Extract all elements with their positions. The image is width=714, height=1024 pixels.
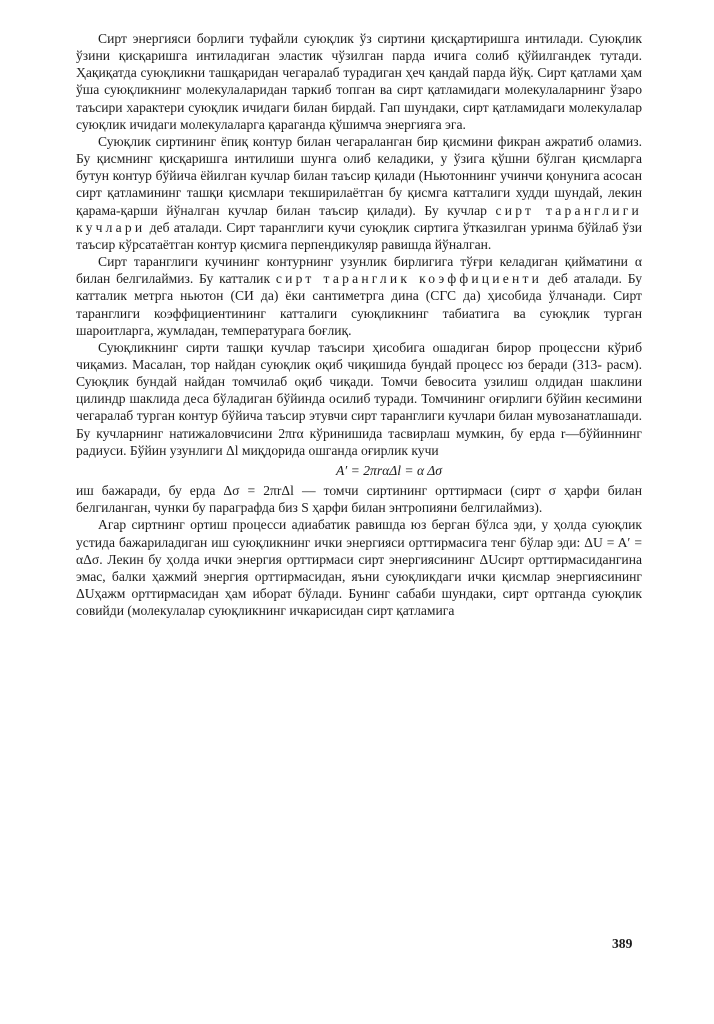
paragraph-work-definition: иш бажаради, бу ерда Δσ = 2πrΔl — томчи сиртининг орттирмаси (сирт σ ҳарфи билан белгиланган, чунки бу параграфда биз S ҳарфи билан энтропияни белгилаймиз). — [76, 483, 642, 516]
term-surface-tension-forces: сирт таранглиги кучлари — [76, 202, 643, 235]
paragraph-2-text-a: Суюқлик сиртининг ёпиқ контур билан чегараланган бир қисмини фикран ажратиб оламиз. Бу қисмнинг қисқаришга интилиши шунга олиб келадики, у ўзига қўшни бўлган қисмларга бутун контур бўйича ёйилган кучлар билан таъсир қилади (Ньютоннинг учинчи қонунига асосан сирт қатламининг ташқи қисмлари текширилаётган бу қисмга катталиги худди шундай, лекин қарама-қарши йўналган кучлар билан таъсир қилади). Бу кучлар — [76, 133, 642, 218]
paragraph-3-text-a: Сирт таранглиги кучининг контурнинг узунлик бирлигига тўғри келадиган қийматини α билан белгилаймиз. Бу катталик — [76, 254, 642, 287]
work-formula: A′ = 2πrαΔl = α Δσ — [336, 462, 442, 478]
page-body — [76, 30, 642, 619]
paragraph-2-text-b: деб аталади. Сирт таранглиги кучи суюқлик сиртига ўтказилган уринма бўйлаб ўзи таъсир кўрсатаётган контур қисмига перпендикуляр равишда йўналган. — [76, 219, 642, 252]
paragraph-adiabatic-process: Агар сиртнинг ортиш процесси адиабатик равишда юз берган бўлса эди, у ҳолда суюқлик устида бажариладиган иш суюқликнинг ички энергияси орттирмасига тенг бўлар эди: ΔU = A′ = αΔσ. Лекин бу ҳолда ички энергия орттирмаси сирт энергиясининг ΔUсирт орттирмасидангина эмас, балки ҳажмий энергия орттирмасидан, яъни суюқликдаги ички қисмлар энергиясининг ΔUҳажм орттирмасидан ҳам иборат бўлади. Бунинг сабаби шундаки, сирт ортганда суюқлик совийди (молекулалар суюқликнинг ичкарисидан сирт қатламига — [76, 517, 642, 619]
term-tension-coefficient: сирт таранглик коэффициенти — [275, 271, 543, 287]
paragraph-surface-tension-forces — [76, 133, 642, 253]
page-number: 389 — [612, 936, 633, 951]
paragraph-drop-process: Суюқликнинг сирти ташқи кучлар таъсири ҳисобига ошадиган бирор процессни кўриб чиқамиз. Масалан, тор найдан суюқлик оқиб чиқишида бундай процесс юз беради (313- расм). Суюқлик бундай найдан томчилаб оқиб чиқади. Томчи бевосита узилиш олдидан шаклини цилиндр шаклида деса бўладиган бўйинда осилиб туради. Томчининг оғирлиги бўйин кесимини чегаралаб турган контур бўйича таъсир этувчи сирт таранглиги кучлари билан мувозанатлашади. Бу кучларнинг натижаловчисини 2πrα кўринишида тасвирлаш мумкин, бу ерда r—бўйиннинг радиуси. Бўйин узунлиги Δl миқдорида ошганда оғирлик кучи — [76, 339, 642, 458]
paragraph-surface-energy: Сирт энергияси борлиги туфайли суюқлик ўз сиртини қисқартиришга интилади. Суюқлик ўзини қисқаришга интиладиган эластик чўзилган парда ичига солиб қўйилгандек тутади. Ҳақиқатда суюқликни ташқаридан чегаралаб турадиган ҳеч қандай парда йўқ. Сирт қатлами ҳам ўша суюқликнинг молекулаларидан таркиб топган ва сирт қатламидаги молекулаларнинг ўзаро таъсири характери суюқлик ичидаги билан бирдай. Гап шундаки, сирт қатламидаги молекулалар суюқлик ичидаги молекулаларга қараганда қўшимча энергияга эга. — [76, 31, 642, 132]
paragraph-tension-coefficient — [76, 253, 642, 339]
paragraph-3-text-b: деб аталади. Бу катталик метрга ньютон (СИ да) ёки сантиметрга дина (СГС да) ҳисобида ўлчанади. Сирт таранглиги коэффициентининг катталиги суюқликнинг табиатига ва суюқлик турган шароитларга, жумладан, температурага боғлиқ. — [76, 271, 642, 338]
